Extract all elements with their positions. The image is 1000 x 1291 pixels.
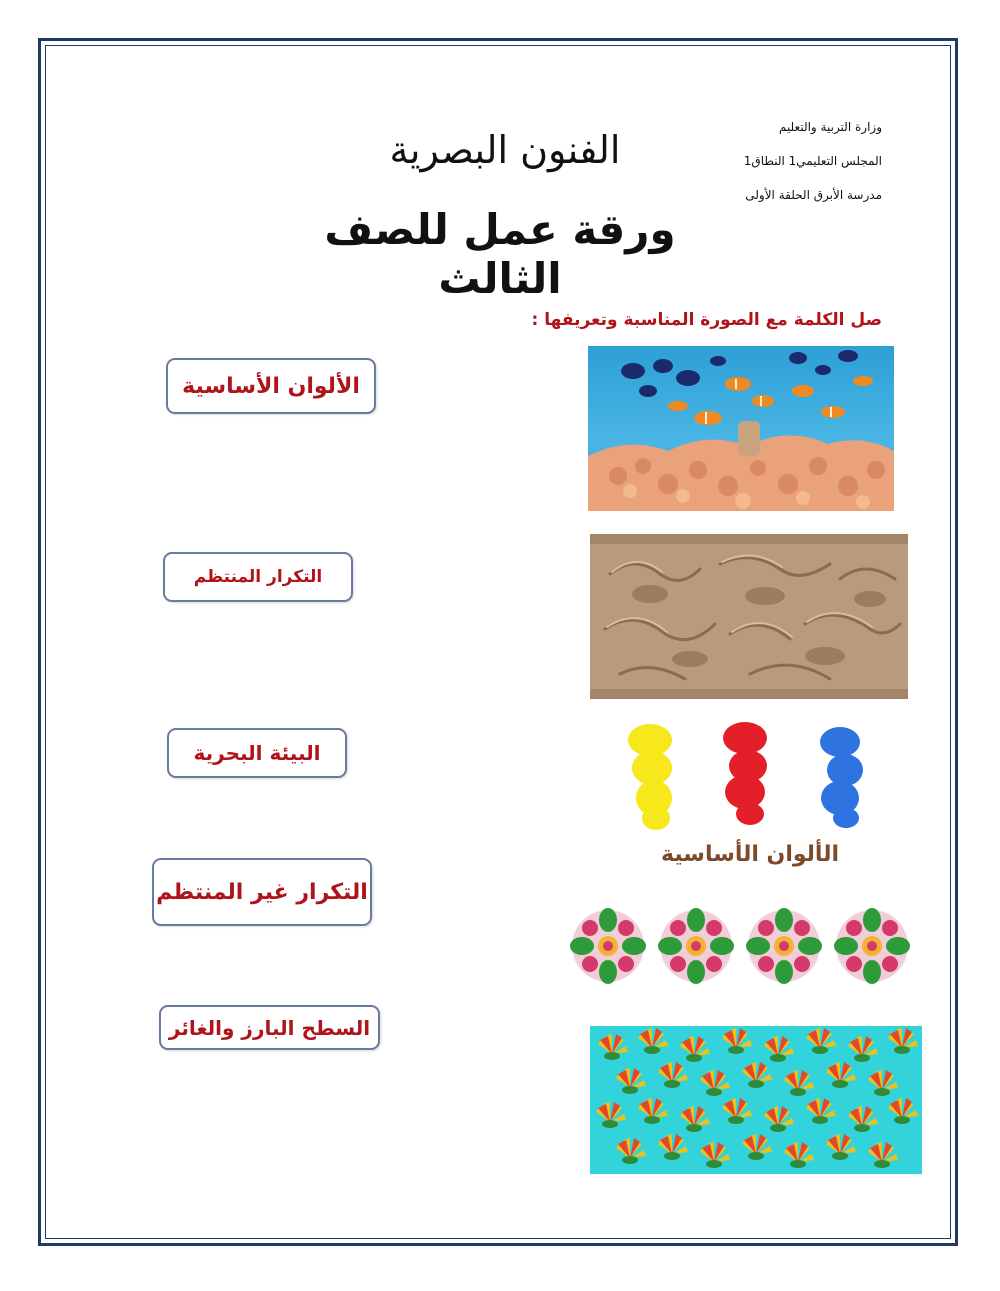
primary-colors-caption: الألوان الأساسية <box>660 842 839 867</box>
label-relief-surface[interactable]: السطح البارز والغائر <box>159 1005 380 1050</box>
worksheet-title: ورقة عمل للصف الثالث <box>324 205 676 303</box>
ministry-text: وزارة التربية والتعليم <box>778 120 882 134</box>
instruction-text: صل الكلمة مع الصورة المناسبة وتعريفها : <box>531 310 882 330</box>
marine-scene-image <box>588 346 894 511</box>
label-primary-colors[interactable]: الألوان الأساسية <box>166 358 376 414</box>
relief-carving-image <box>590 534 908 699</box>
subject-title: الفنون البصرية <box>389 128 621 172</box>
school-text: مدرسة الأبرق الحلقة الأولى <box>745 188 882 202</box>
label-marine-environment[interactable]: البيئة البحرية <box>167 728 347 778</box>
label-irregular-repetition[interactable]: التكرار غير المنتظم <box>152 858 372 926</box>
regular-pattern-image <box>562 900 924 992</box>
council-text: المجلس التعليمي1 النطاق1 <box>743 154 882 168</box>
primary-colors-image <box>610 718 880 878</box>
label-regular-repetition[interactable]: التكرار المنتظم <box>163 552 353 602</box>
irregular-pattern-image <box>590 1026 922 1174</box>
